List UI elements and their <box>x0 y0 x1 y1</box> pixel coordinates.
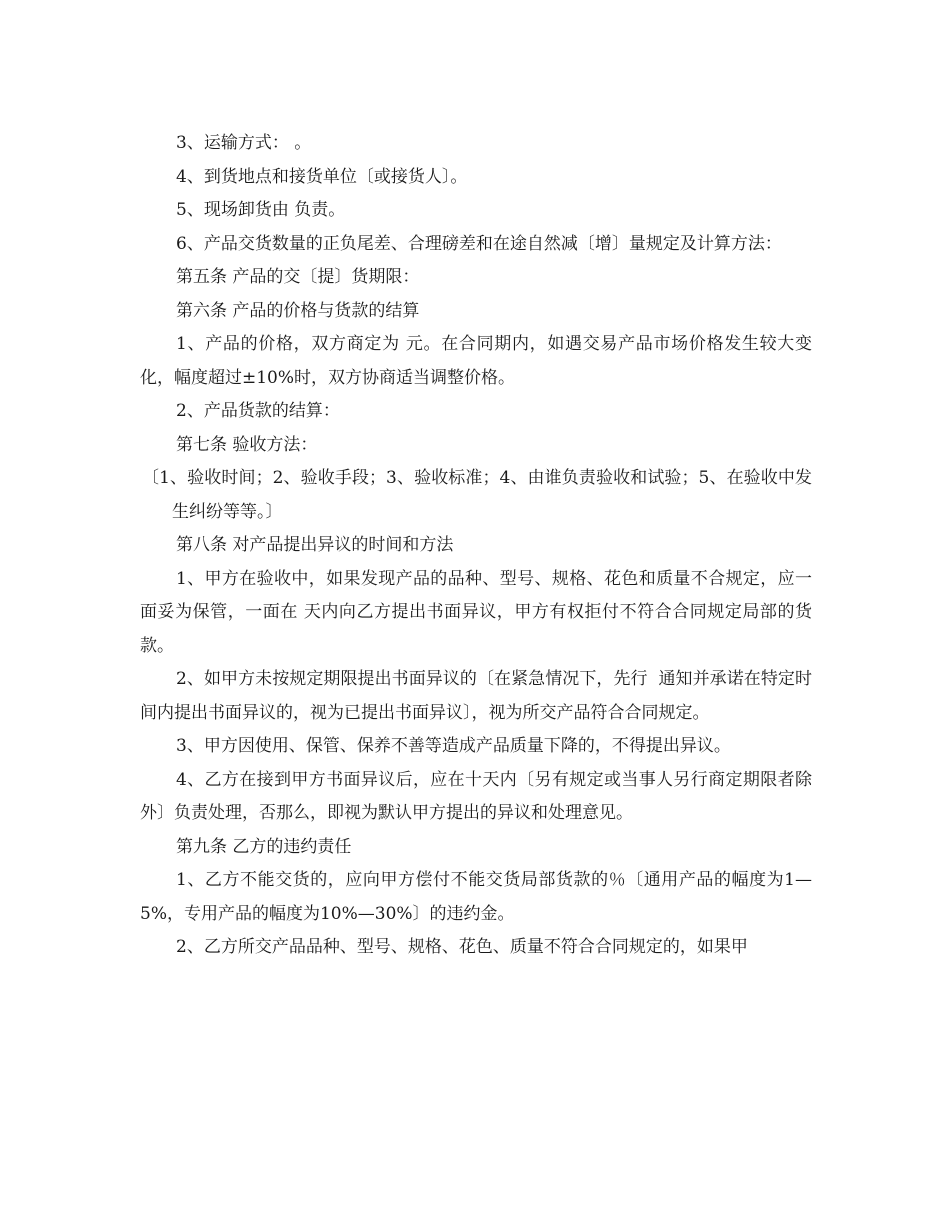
paragraph-liability-1: 1、乙方不能交货的，应向甲方偿付不能交货局部货款的％〔通用产品的幅度为1—5%，专用产品的幅度为10%—30%〕的违约金。 <box>140 870 812 924</box>
paragraph-objection-1: 1、甲方在验收中，如果发现产品的品种、型号、规格、花色和质量不合规定，应一面妥为保管，一面在 天内向乙方提出书面异议，甲方有权拒付不符合合同规定局部的货款。 <box>140 568 812 656</box>
paragraph-unloading: 5、现场卸货由 负责。 <box>176 200 346 220</box>
paragraph-price: 1、产品的价格，双方商定为 元。在合同期内，如遇交易产品市场价格发生较大变化，幅度超过±10%时，双方协商适当调整价格。 <box>140 334 812 388</box>
paragraph-delivery-location: 4、到货地点和接货单位〔或接货人〕。 <box>176 166 468 187</box>
contract-body <box>140 127 812 965</box>
paragraph-transport-method: 3、运输方式： 。 <box>176 133 312 153</box>
article-8-heading: 第八条 对产品提出异议的时间和方法 <box>176 535 454 555</box>
paragraph-settlement: 2、产品货款的结算： <box>176 401 340 421</box>
paragraph-objection-4: 4、乙方在接到甲方书面异议后，应在十天内〔另有规定或当事人另行商定期限者除外〕负责处理，否那么，即视为默认甲方提出的异议和处理意见。 <box>140 769 812 823</box>
paragraph-objection-3: 3、甲方因使用、保管、保养不善等造成产品质量下降的，不得提出异议。 <box>176 736 731 756</box>
article-6-heading: 第六条 产品的价格与货款的结算 <box>176 300 420 321</box>
article-7-heading: 第七条 验收方法： <box>176 434 318 455</box>
article-9-heading: 第九条 乙方的违约责任 <box>176 836 352 857</box>
paragraph-objection-2: 2、如甲方未按规定期限提出书面异议的〔在紧急情况下，先行 通知并承诺在特定时间内提出书面异议的，视为已提出书面异议〕，视为所交产品符合合同规定。 <box>140 669 812 723</box>
paragraph-inspection-items: 〔1、验收时间；2、验收手段；3、验收标准；4、由谁负责验收和试验；5、在验收中发生纠纷等等。〕 <box>142 468 812 522</box>
paragraph-quantity-tolerance: 6、产品交货数量的正负尾差、合理磅差和在途自然减〔增〕量规定及计算方法： <box>176 233 782 254</box>
paragraph-liability-2: 2、乙方所交产品品种、型号、规格、花色、质量不符合合同规定的，如果甲 <box>176 937 748 957</box>
article-5-heading: 第五条 产品的交〔提〕货期限： <box>176 267 420 287</box>
